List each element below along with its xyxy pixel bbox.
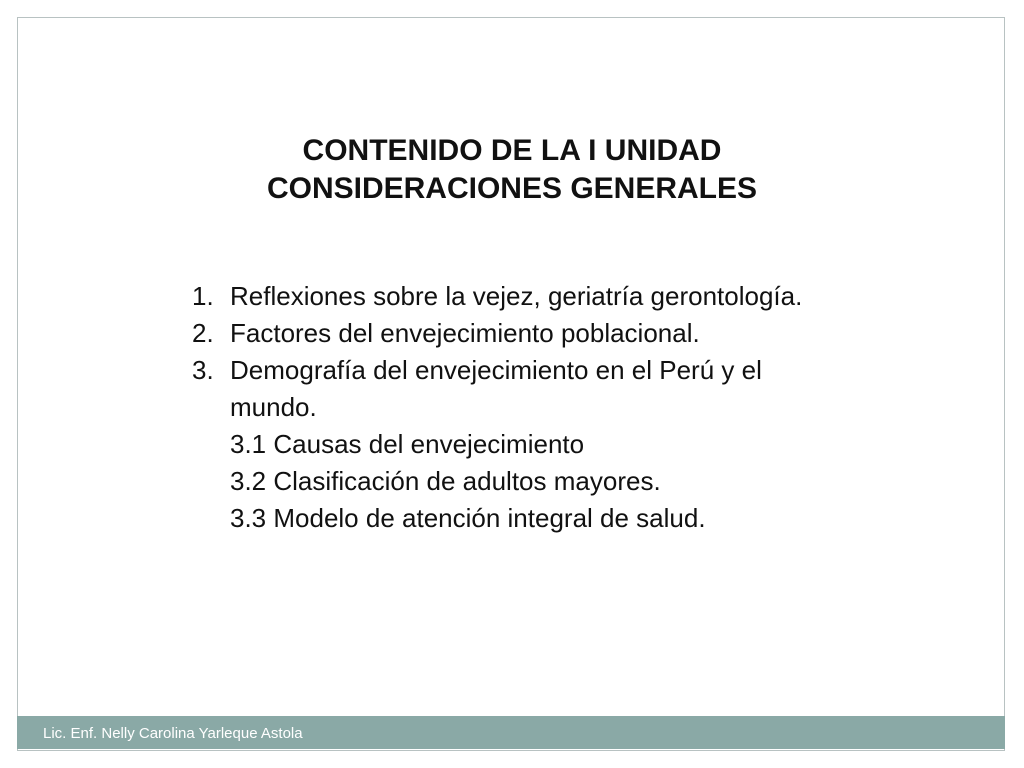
sub-list <box>230 426 852 537</box>
list-item-number: 1. <box>192 281 214 311</box>
list-item-number: 3. <box>192 355 214 385</box>
list-item <box>192 278 852 315</box>
sub-list-item: 3.3 Modelo de atención integral de salud. <box>230 503 706 533</box>
list-item-text: Factores del envejecimiento poblacional. <box>230 318 700 348</box>
list-item-text: Demografía del envejecimiento en el Perú y el mundo. <box>230 355 762 422</box>
list-item-text: Reflexiones sobre la vejez, geriatría gerontología. <box>230 281 803 311</box>
list-item <box>192 352 852 537</box>
list-item <box>192 315 852 352</box>
title-line-2: CONSIDERACIONES GENERALES <box>266 172 758 205</box>
list-item-number: 2. <box>192 318 214 348</box>
footer-bar <box>17 716 1005 749</box>
sub-list-item: 3.2 Clasificación de adultos mayores. <box>230 466 661 496</box>
sub-list-item: 3.1 Causas del envejecimiento <box>230 429 585 459</box>
title-line-1: CONTENIDO DE LA I UNIDAD <box>302 134 722 167</box>
slide-title <box>0 132 1024 208</box>
content-list <box>192 278 852 537</box>
footer-author: Lic. Enf. Nelly Carolina Yarleque Astola <box>43 725 303 742</box>
